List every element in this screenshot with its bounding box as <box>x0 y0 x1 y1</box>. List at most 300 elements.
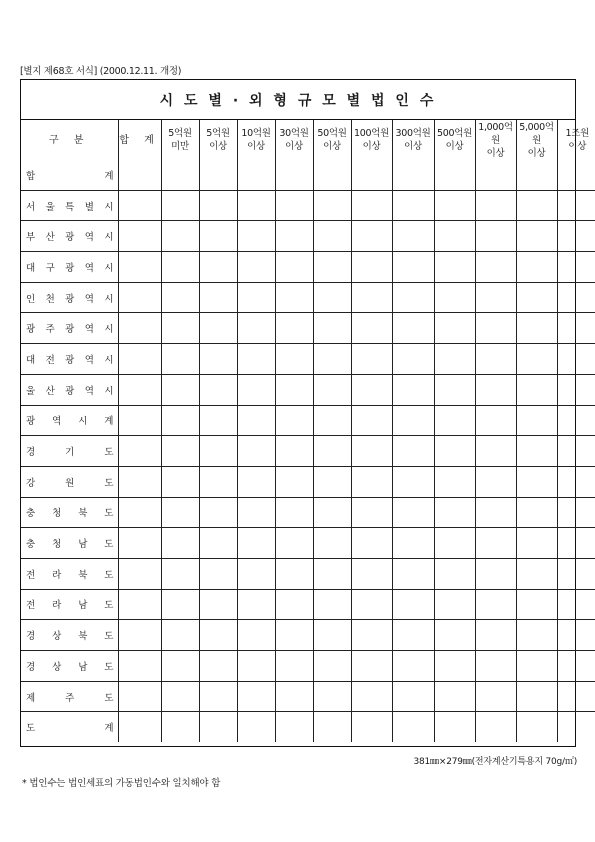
data-cell[interactable] <box>161 252 199 283</box>
data-cell[interactable] <box>475 405 516 436</box>
table-row <box>21 190 595 221</box>
data-cell[interactable] <box>434 374 475 405</box>
data-cell[interactable] <box>199 344 237 375</box>
data-cell[interactable] <box>118 466 161 497</box>
data-cell[interactable] <box>434 160 475 190</box>
header-column <box>557 120 595 160</box>
data-cell[interactable] <box>161 282 199 313</box>
footnote: * 법인수는 법인세표의 가동법인수와 일치해야 함 <box>22 778 221 789</box>
data-cell[interactable] <box>475 252 516 283</box>
header-column-range: 5억원 <box>206 128 230 139</box>
data-cell[interactable] <box>275 313 313 344</box>
data-cell[interactable] <box>475 558 516 589</box>
data-cell[interactable] <box>475 374 516 405</box>
header-column-qualifier: 이상 <box>404 141 422 152</box>
data-cell[interactable] <box>199 252 237 283</box>
data-cell[interactable] <box>351 528 392 559</box>
data-cell[interactable] <box>351 160 392 190</box>
data-cell[interactable] <box>199 589 237 620</box>
data-cell[interactable] <box>118 528 161 559</box>
header-column-range: 100억원 <box>354 128 389 139</box>
data-cell[interactable] <box>557 620 595 651</box>
data-cell[interactable] <box>313 405 351 436</box>
data-cell[interactable] <box>161 712 199 742</box>
header-column-range: 1,000억원 <box>478 121 513 146</box>
data-cell[interactable] <box>118 313 161 344</box>
data-cell[interactable] <box>275 160 313 190</box>
data-cell[interactable] <box>118 681 161 712</box>
data-cell[interactable] <box>434 681 475 712</box>
data-cell[interactable] <box>516 558 557 589</box>
data-cell[interactable] <box>516 651 557 682</box>
data-cell[interactable] <box>275 221 313 252</box>
data-cell[interactable] <box>434 190 475 221</box>
data-cell[interactable] <box>237 190 275 221</box>
data-cell[interactable] <box>557 466 595 497</box>
data-cell[interactable] <box>313 620 351 651</box>
data-cell[interactable] <box>199 221 237 252</box>
data-cell[interactable] <box>516 620 557 651</box>
data-cell[interactable] <box>161 620 199 651</box>
data-cell[interactable] <box>351 190 392 221</box>
data-cell[interactable] <box>351 374 392 405</box>
statistics-table <box>21 120 595 742</box>
data-cell[interactable] <box>516 252 557 283</box>
data-cell[interactable] <box>161 436 199 467</box>
data-cell[interactable] <box>199 190 237 221</box>
row-label <box>21 528 118 559</box>
row-label <box>21 497 118 528</box>
data-cell[interactable] <box>434 497 475 528</box>
row-label-text: 경 상 남 도 <box>26 661 114 673</box>
header-column <box>516 120 557 160</box>
data-cell[interactable] <box>118 651 161 682</box>
data-cell[interactable] <box>161 466 199 497</box>
data-cell[interactable] <box>199 405 237 436</box>
data-cell[interactable] <box>118 252 161 283</box>
data-cell[interactable] <box>161 589 199 620</box>
data-cell[interactable] <box>475 589 516 620</box>
paper-spec: 381㎜×279㎜(전자계산기특용지 70g/㎡) <box>413 757 577 767</box>
table-row <box>21 344 595 375</box>
data-cell[interactable] <box>161 528 199 559</box>
row-label-text: 충 청 남 도 <box>26 539 114 551</box>
data-cell[interactable] <box>313 344 351 375</box>
data-cell[interactable] <box>275 528 313 559</box>
data-cell[interactable] <box>313 558 351 589</box>
data-cell[interactable] <box>237 651 275 682</box>
data-cell[interactable] <box>475 436 516 467</box>
data-cell[interactable] <box>434 651 475 682</box>
data-cell[interactable] <box>351 620 392 651</box>
row-label <box>21 651 118 682</box>
table-row <box>21 466 595 497</box>
data-cell[interactable] <box>199 436 237 467</box>
data-cell[interactable] <box>275 651 313 682</box>
row-label <box>21 620 118 651</box>
data-cell[interactable] <box>516 160 557 190</box>
data-cell[interactable] <box>237 344 275 375</box>
data-cell[interactable] <box>275 589 313 620</box>
data-cell[interactable] <box>392 344 434 375</box>
row-label-text: 광 주 광 역 시 <box>26 324 114 336</box>
header-column-qualifier: 이상 <box>247 141 265 152</box>
data-cell[interactable] <box>161 190 199 221</box>
row-label-text: 울 산 광 역 시 <box>26 385 114 397</box>
data-cell[interactable] <box>434 712 475 742</box>
data-cell[interactable] <box>351 282 392 313</box>
data-cell[interactable] <box>199 712 237 742</box>
data-cell[interactable] <box>275 620 313 651</box>
table-row <box>21 651 595 682</box>
data-cell[interactable] <box>199 558 237 589</box>
row-label <box>21 252 118 283</box>
data-cell[interactable] <box>475 528 516 559</box>
data-cell[interactable] <box>351 681 392 712</box>
data-cell[interactable] <box>199 313 237 344</box>
data-cell[interactable] <box>516 190 557 221</box>
header-total: 합 계 <box>118 120 161 160</box>
table-row <box>21 712 595 742</box>
title-box <box>21 80 575 120</box>
table-row <box>21 252 595 283</box>
data-cell[interactable] <box>557 497 595 528</box>
data-cell[interactable] <box>237 160 275 190</box>
data-cell[interactable] <box>392 651 434 682</box>
data-cell[interactable] <box>118 589 161 620</box>
data-cell[interactable] <box>237 589 275 620</box>
data-cell[interactable] <box>475 466 516 497</box>
table-row <box>21 160 595 190</box>
data-cell[interactable] <box>557 712 595 742</box>
data-cell[interactable] <box>275 497 313 528</box>
data-cell[interactable] <box>237 436 275 467</box>
header-column <box>475 120 516 160</box>
data-cell[interactable] <box>118 344 161 375</box>
data-cell[interactable] <box>161 558 199 589</box>
data-cell[interactable] <box>161 405 199 436</box>
data-cell[interactable] <box>475 712 516 742</box>
data-cell[interactable] <box>516 466 557 497</box>
table-row <box>21 681 595 712</box>
data-cell[interactable] <box>313 313 351 344</box>
data-cell[interactable] <box>434 313 475 344</box>
data-cell[interactable] <box>118 497 161 528</box>
table-row <box>21 558 595 589</box>
data-cell[interactable] <box>434 282 475 313</box>
data-cell[interactable] <box>275 712 313 742</box>
data-cell[interactable] <box>237 558 275 589</box>
data-cell[interactable] <box>199 651 237 682</box>
data-cell[interactable] <box>475 160 516 190</box>
row-label <box>21 405 118 436</box>
data-cell[interactable] <box>516 313 557 344</box>
data-cell[interactable] <box>557 405 595 436</box>
data-cell[interactable] <box>237 405 275 436</box>
data-cell[interactable] <box>237 282 275 313</box>
row-label-text: 부 산 광 역 시 <box>26 232 114 244</box>
data-cell[interactable] <box>161 313 199 344</box>
row-label <box>21 313 118 344</box>
data-cell[interactable] <box>351 651 392 682</box>
data-cell[interactable] <box>237 252 275 283</box>
data-cell[interactable] <box>557 374 595 405</box>
header-column <box>313 120 351 160</box>
data-cell[interactable] <box>313 712 351 742</box>
row-label <box>21 436 118 467</box>
data-cell[interactable] <box>118 405 161 436</box>
data-cell[interactable] <box>392 681 434 712</box>
table-row <box>21 221 595 252</box>
data-cell[interactable] <box>516 436 557 467</box>
data-cell[interactable] <box>434 344 475 375</box>
row-label-text: 전 라 남 도 <box>26 600 114 612</box>
data-cell[interactable] <box>557 313 595 344</box>
data-cell[interactable] <box>237 712 275 742</box>
row-label <box>21 712 118 742</box>
data-cell[interactable] <box>237 620 275 651</box>
data-cell[interactable] <box>237 497 275 528</box>
header-column-range: 5억원 <box>168 128 192 139</box>
data-cell[interactable] <box>392 282 434 313</box>
data-cell[interactable] <box>351 712 392 742</box>
data-cell[interactable] <box>161 681 199 712</box>
data-cell[interactable] <box>351 344 392 375</box>
data-cell[interactable] <box>118 712 161 742</box>
data-cell[interactable] <box>313 252 351 283</box>
row-label-text: 전 라 북 도 <box>26 569 114 581</box>
header-column-qualifier: 이상 <box>209 141 227 152</box>
data-cell[interactable] <box>237 374 275 405</box>
data-cell[interactable] <box>199 681 237 712</box>
data-cell[interactable] <box>434 466 475 497</box>
header-column <box>392 120 434 160</box>
data-cell[interactable] <box>275 344 313 375</box>
data-cell[interactable] <box>516 344 557 375</box>
data-cell[interactable] <box>161 374 199 405</box>
data-cell[interactable] <box>161 221 199 252</box>
data-cell[interactable] <box>313 374 351 405</box>
data-cell[interactable] <box>118 436 161 467</box>
data-cell[interactable] <box>475 344 516 375</box>
data-cell[interactable] <box>313 466 351 497</box>
data-cell[interactable] <box>118 282 161 313</box>
data-cell[interactable] <box>351 221 392 252</box>
data-cell[interactable] <box>237 313 275 344</box>
form-label: [별지 제68호 서식] (2000.12.11. 개정) <box>20 66 182 77</box>
data-cell[interactable] <box>434 221 475 252</box>
row-label <box>21 589 118 620</box>
data-cell[interactable] <box>516 712 557 742</box>
header-column-range: 5,000억원 <box>519 121 554 146</box>
header-column-range: 1조원 <box>565 128 589 139</box>
data-cell[interactable] <box>351 558 392 589</box>
data-cell[interactable] <box>557 160 595 190</box>
form-title: 시 도 별 · 외 형 규 모 별 법 인 수 <box>159 92 437 109</box>
data-cell[interactable] <box>161 651 199 682</box>
header-column-range: 10억원 <box>241 128 271 139</box>
data-cell[interactable] <box>161 160 199 190</box>
data-cell[interactable] <box>275 681 313 712</box>
data-cell[interactable] <box>434 436 475 467</box>
data-cell[interactable] <box>351 589 392 620</box>
header-column-range: 500억원 <box>437 128 472 139</box>
data-cell[interactable] <box>516 374 557 405</box>
data-cell[interactable] <box>392 436 434 467</box>
data-cell[interactable] <box>275 558 313 589</box>
data-cell[interactable] <box>434 528 475 559</box>
data-cell[interactable] <box>313 282 351 313</box>
header-category: 구 분 <box>21 120 118 160</box>
data-cell[interactable] <box>392 374 434 405</box>
data-cell[interactable] <box>392 528 434 559</box>
data-cell[interactable] <box>475 681 516 712</box>
data-cell[interactable] <box>118 160 161 190</box>
row-label-text: 제 주 도 <box>26 692 114 704</box>
data-cell[interactable] <box>557 344 595 375</box>
data-cell[interactable] <box>313 681 351 712</box>
data-cell[interactable] <box>475 190 516 221</box>
header-column <box>237 120 275 160</box>
data-cell[interactable] <box>434 252 475 283</box>
data-cell[interactable] <box>237 221 275 252</box>
data-cell[interactable] <box>275 436 313 467</box>
data-cell[interactable] <box>475 651 516 682</box>
data-cell[interactable] <box>475 497 516 528</box>
data-cell[interactable] <box>475 313 516 344</box>
data-cell[interactable] <box>351 313 392 344</box>
data-cell[interactable] <box>434 589 475 620</box>
data-cell[interactable] <box>313 528 351 559</box>
data-cell[interactable] <box>351 497 392 528</box>
data-cell[interactable] <box>351 252 392 283</box>
data-cell[interactable] <box>237 681 275 712</box>
data-cell[interactable] <box>199 160 237 190</box>
data-cell[interactable] <box>237 466 275 497</box>
data-cell[interactable] <box>434 558 475 589</box>
data-cell[interactable] <box>118 374 161 405</box>
data-cell[interactable] <box>392 497 434 528</box>
data-cell[interactable] <box>392 313 434 344</box>
row-label <box>21 221 118 252</box>
row-label-text: 광 역 시 계 <box>26 416 114 428</box>
table-row <box>21 497 595 528</box>
data-cell[interactable] <box>516 681 557 712</box>
data-cell[interactable] <box>161 497 199 528</box>
data-cell[interactable] <box>557 221 595 252</box>
table-row <box>21 436 595 467</box>
data-cell[interactable] <box>351 466 392 497</box>
data-cell[interactable] <box>516 282 557 313</box>
data-cell[interactable] <box>516 405 557 436</box>
row-label <box>21 190 118 221</box>
data-cell[interactable] <box>313 436 351 467</box>
data-cell[interactable] <box>392 466 434 497</box>
data-cell[interactable] <box>199 528 237 559</box>
data-cell[interactable] <box>275 190 313 221</box>
data-cell[interactable] <box>313 190 351 221</box>
data-cell[interactable] <box>118 620 161 651</box>
data-cell[interactable] <box>392 221 434 252</box>
data-cell[interactable] <box>118 190 161 221</box>
form-frame <box>20 79 589 747</box>
data-cell[interactable] <box>475 221 516 252</box>
header-column-qualifier: 이상 <box>362 141 381 152</box>
data-cell[interactable] <box>275 466 313 497</box>
data-cell[interactable] <box>516 497 557 528</box>
header-column-qualifier: 이상 <box>486 147 505 159</box>
data-cell[interactable] <box>392 712 434 742</box>
row-label-text: 합 계 <box>26 170 114 182</box>
table-row <box>21 620 595 651</box>
data-cell[interactable] <box>516 221 557 252</box>
data-cell[interactable] <box>313 497 351 528</box>
data-cell[interactable] <box>392 558 434 589</box>
table-row <box>21 374 595 405</box>
data-cell[interactable] <box>313 221 351 252</box>
data-cell[interactable] <box>434 405 475 436</box>
data-cell[interactable] <box>392 252 434 283</box>
data-cell[interactable] <box>199 282 237 313</box>
data-cell[interactable] <box>475 282 516 313</box>
data-cell[interactable] <box>275 374 313 405</box>
data-cell[interactable] <box>199 620 237 651</box>
data-cell[interactable] <box>199 497 237 528</box>
data-cell[interactable] <box>557 558 595 589</box>
data-cell[interactable] <box>275 405 313 436</box>
data-cell[interactable] <box>557 651 595 682</box>
data-cell[interactable] <box>313 160 351 190</box>
data-cell[interactable] <box>392 620 434 651</box>
table-row <box>21 528 595 559</box>
data-cell[interactable] <box>557 436 595 467</box>
data-cell[interactable] <box>516 589 557 620</box>
data-cell[interactable] <box>557 252 595 283</box>
data-cell[interactable] <box>516 528 557 559</box>
header-column <box>351 120 392 160</box>
data-cell[interactable] <box>557 528 595 559</box>
data-cell[interactable] <box>392 589 434 620</box>
data-cell[interactable] <box>118 558 161 589</box>
data-cell[interactable] <box>313 651 351 682</box>
data-cell[interactable] <box>557 589 595 620</box>
data-cell[interactable] <box>275 252 313 283</box>
row-label <box>21 374 118 405</box>
data-cell[interactable] <box>351 436 392 467</box>
data-cell[interactable] <box>557 681 595 712</box>
header-column-qualifier: 미만 <box>171 141 189 152</box>
data-cell[interactable] <box>557 282 595 313</box>
data-cell[interactable] <box>557 190 595 221</box>
data-cell[interactable] <box>275 282 313 313</box>
header-column-range: 300억원 <box>395 128 431 139</box>
data-cell[interactable] <box>392 405 434 436</box>
table-row <box>21 282 595 313</box>
data-cell[interactable] <box>118 221 161 252</box>
data-cell[interactable] <box>475 620 516 651</box>
data-cell[interactable] <box>199 466 237 497</box>
header-column <box>161 120 199 160</box>
data-cell[interactable] <box>237 528 275 559</box>
data-cell[interactable] <box>351 405 392 436</box>
data-cell[interactable] <box>392 160 434 190</box>
data-cell[interactable] <box>392 190 434 221</box>
data-cell[interactable] <box>313 589 351 620</box>
data-cell[interactable] <box>434 620 475 651</box>
data-cell[interactable] <box>161 344 199 375</box>
row-label-text: 강 원 도 <box>26 477 114 489</box>
data-cell[interactable] <box>199 374 237 405</box>
